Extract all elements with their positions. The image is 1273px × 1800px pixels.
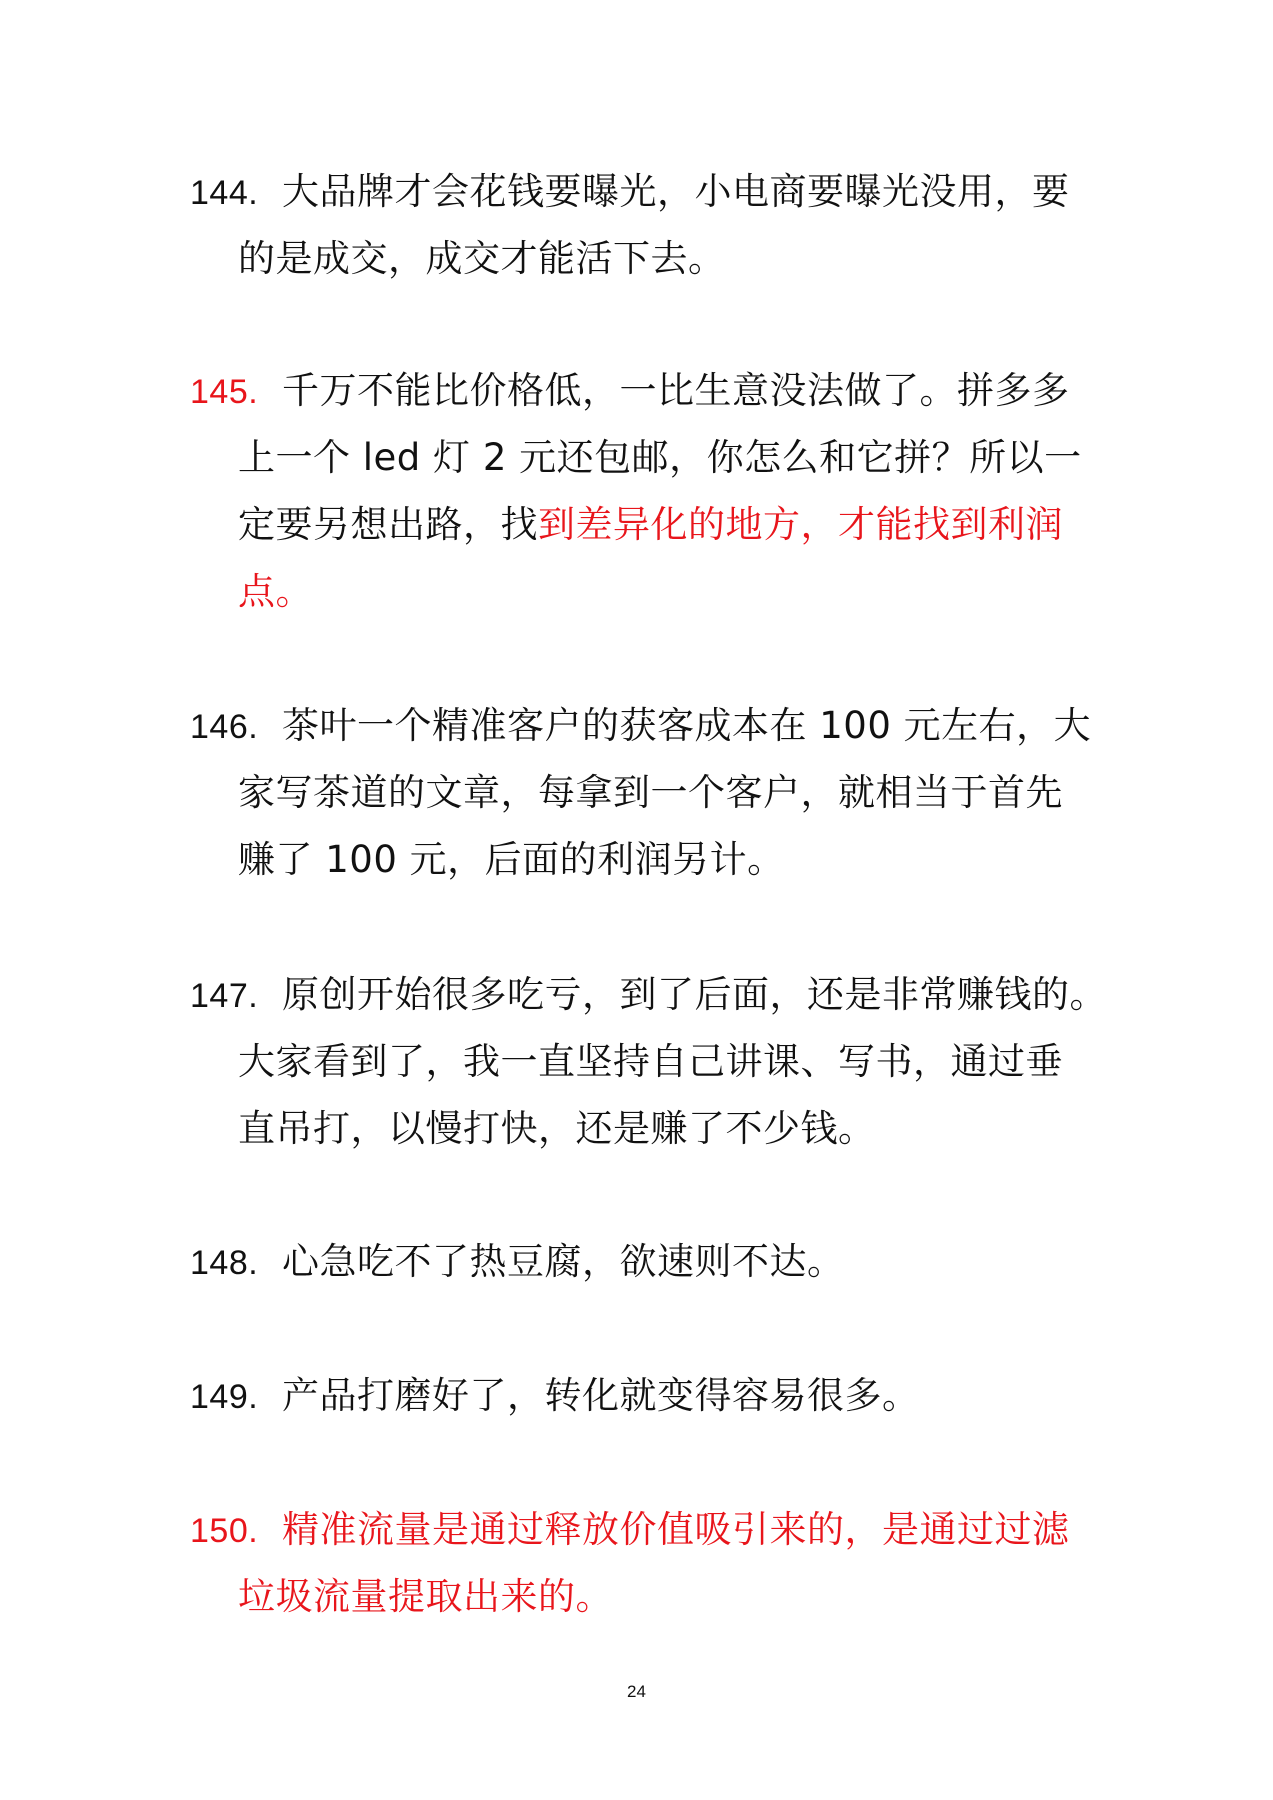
item-line bbox=[190, 759, 1090, 826]
list-item-149 bbox=[190, 1362, 1090, 1429]
list-item-146 bbox=[190, 692, 1090, 893]
item-text: 大品牌才会花钱要曝光，小电商要曝光没用，要 bbox=[282, 170, 1070, 213]
item-line bbox=[190, 357, 1090, 424]
item-line bbox=[190, 1028, 1090, 1095]
item-text: 大家看到了，我一直坚持自己讲课、写书，通过垂 bbox=[238, 1040, 1063, 1083]
item-line bbox=[190, 225, 1090, 292]
item-line bbox=[190, 961, 1107, 1028]
item-line bbox=[190, 1362, 1090, 1429]
item-line bbox=[190, 424, 1090, 491]
list-item-148 bbox=[190, 1228, 1090, 1295]
item-text: 原创开始很多吃亏，到了后面，还是非常赚钱的。 bbox=[282, 973, 1107, 1016]
item-text: 直吊打，以慢打快，还是赚了不少钱。 bbox=[238, 1107, 876, 1150]
item-text: 产品打磨好了，转化就变得容易很多。 bbox=[282, 1374, 920, 1417]
item-line bbox=[190, 558, 1090, 625]
item-number: 150. bbox=[190, 1512, 259, 1550]
list-item-145 bbox=[190, 357, 1090, 625]
list-item-144 bbox=[190, 158, 1090, 292]
item-text: 上一个 led 灯 2 元还包邮，你怎么和它拼？所以一 bbox=[238, 436, 1082, 479]
item-text: 千万不能比价格低，一比生意没法做了。拼多多 bbox=[282, 369, 1070, 412]
item-line bbox=[190, 1563, 1090, 1630]
item-line bbox=[190, 1228, 1090, 1295]
item-number: 149. bbox=[190, 1378, 259, 1416]
item-line bbox=[190, 826, 1090, 893]
highlighted-text: 点。 bbox=[238, 570, 313, 613]
item-line bbox=[190, 1095, 1090, 1162]
item-text: 定要另想出路，找 bbox=[238, 503, 538, 546]
highlighted-text: 到差异化的地方，才能找到利润 bbox=[538, 503, 1063, 546]
item-number: 144. bbox=[190, 174, 259, 212]
item-number: 146. bbox=[190, 708, 259, 746]
item-text: 的是成交，成交才能活下去。 bbox=[238, 237, 726, 280]
item-text: 心急吃不了热豆腐，欲速则不达。 bbox=[282, 1240, 845, 1283]
item-text: 赚了 100 元，后面的利润另计。 bbox=[238, 838, 785, 881]
item-line bbox=[190, 692, 1090, 759]
list-item-150 bbox=[190, 1496, 1090, 1630]
item-line bbox=[190, 158, 1090, 225]
item-number: 145. bbox=[190, 373, 259, 411]
item-line bbox=[190, 1496, 1090, 1563]
item-text: 家写茶道的文章，每拿到一个客户，就相当于首先 bbox=[238, 771, 1063, 814]
page-number: 24 bbox=[627, 1682, 646, 1701]
item-number: 147. bbox=[190, 977, 259, 1015]
item-number: 148. bbox=[190, 1244, 259, 1282]
item-text: 茶叶一个精准客户的获客成本在 100 元左右，大 bbox=[282, 704, 1092, 747]
item-line bbox=[190, 491, 1090, 558]
highlighted-text: 垃圾流量提取出来的。 bbox=[238, 1575, 613, 1618]
highlighted-text: 精准流量是通过释放价值吸引来的，是通过过滤 bbox=[282, 1508, 1070, 1551]
list-item-147 bbox=[190, 961, 1107, 1162]
